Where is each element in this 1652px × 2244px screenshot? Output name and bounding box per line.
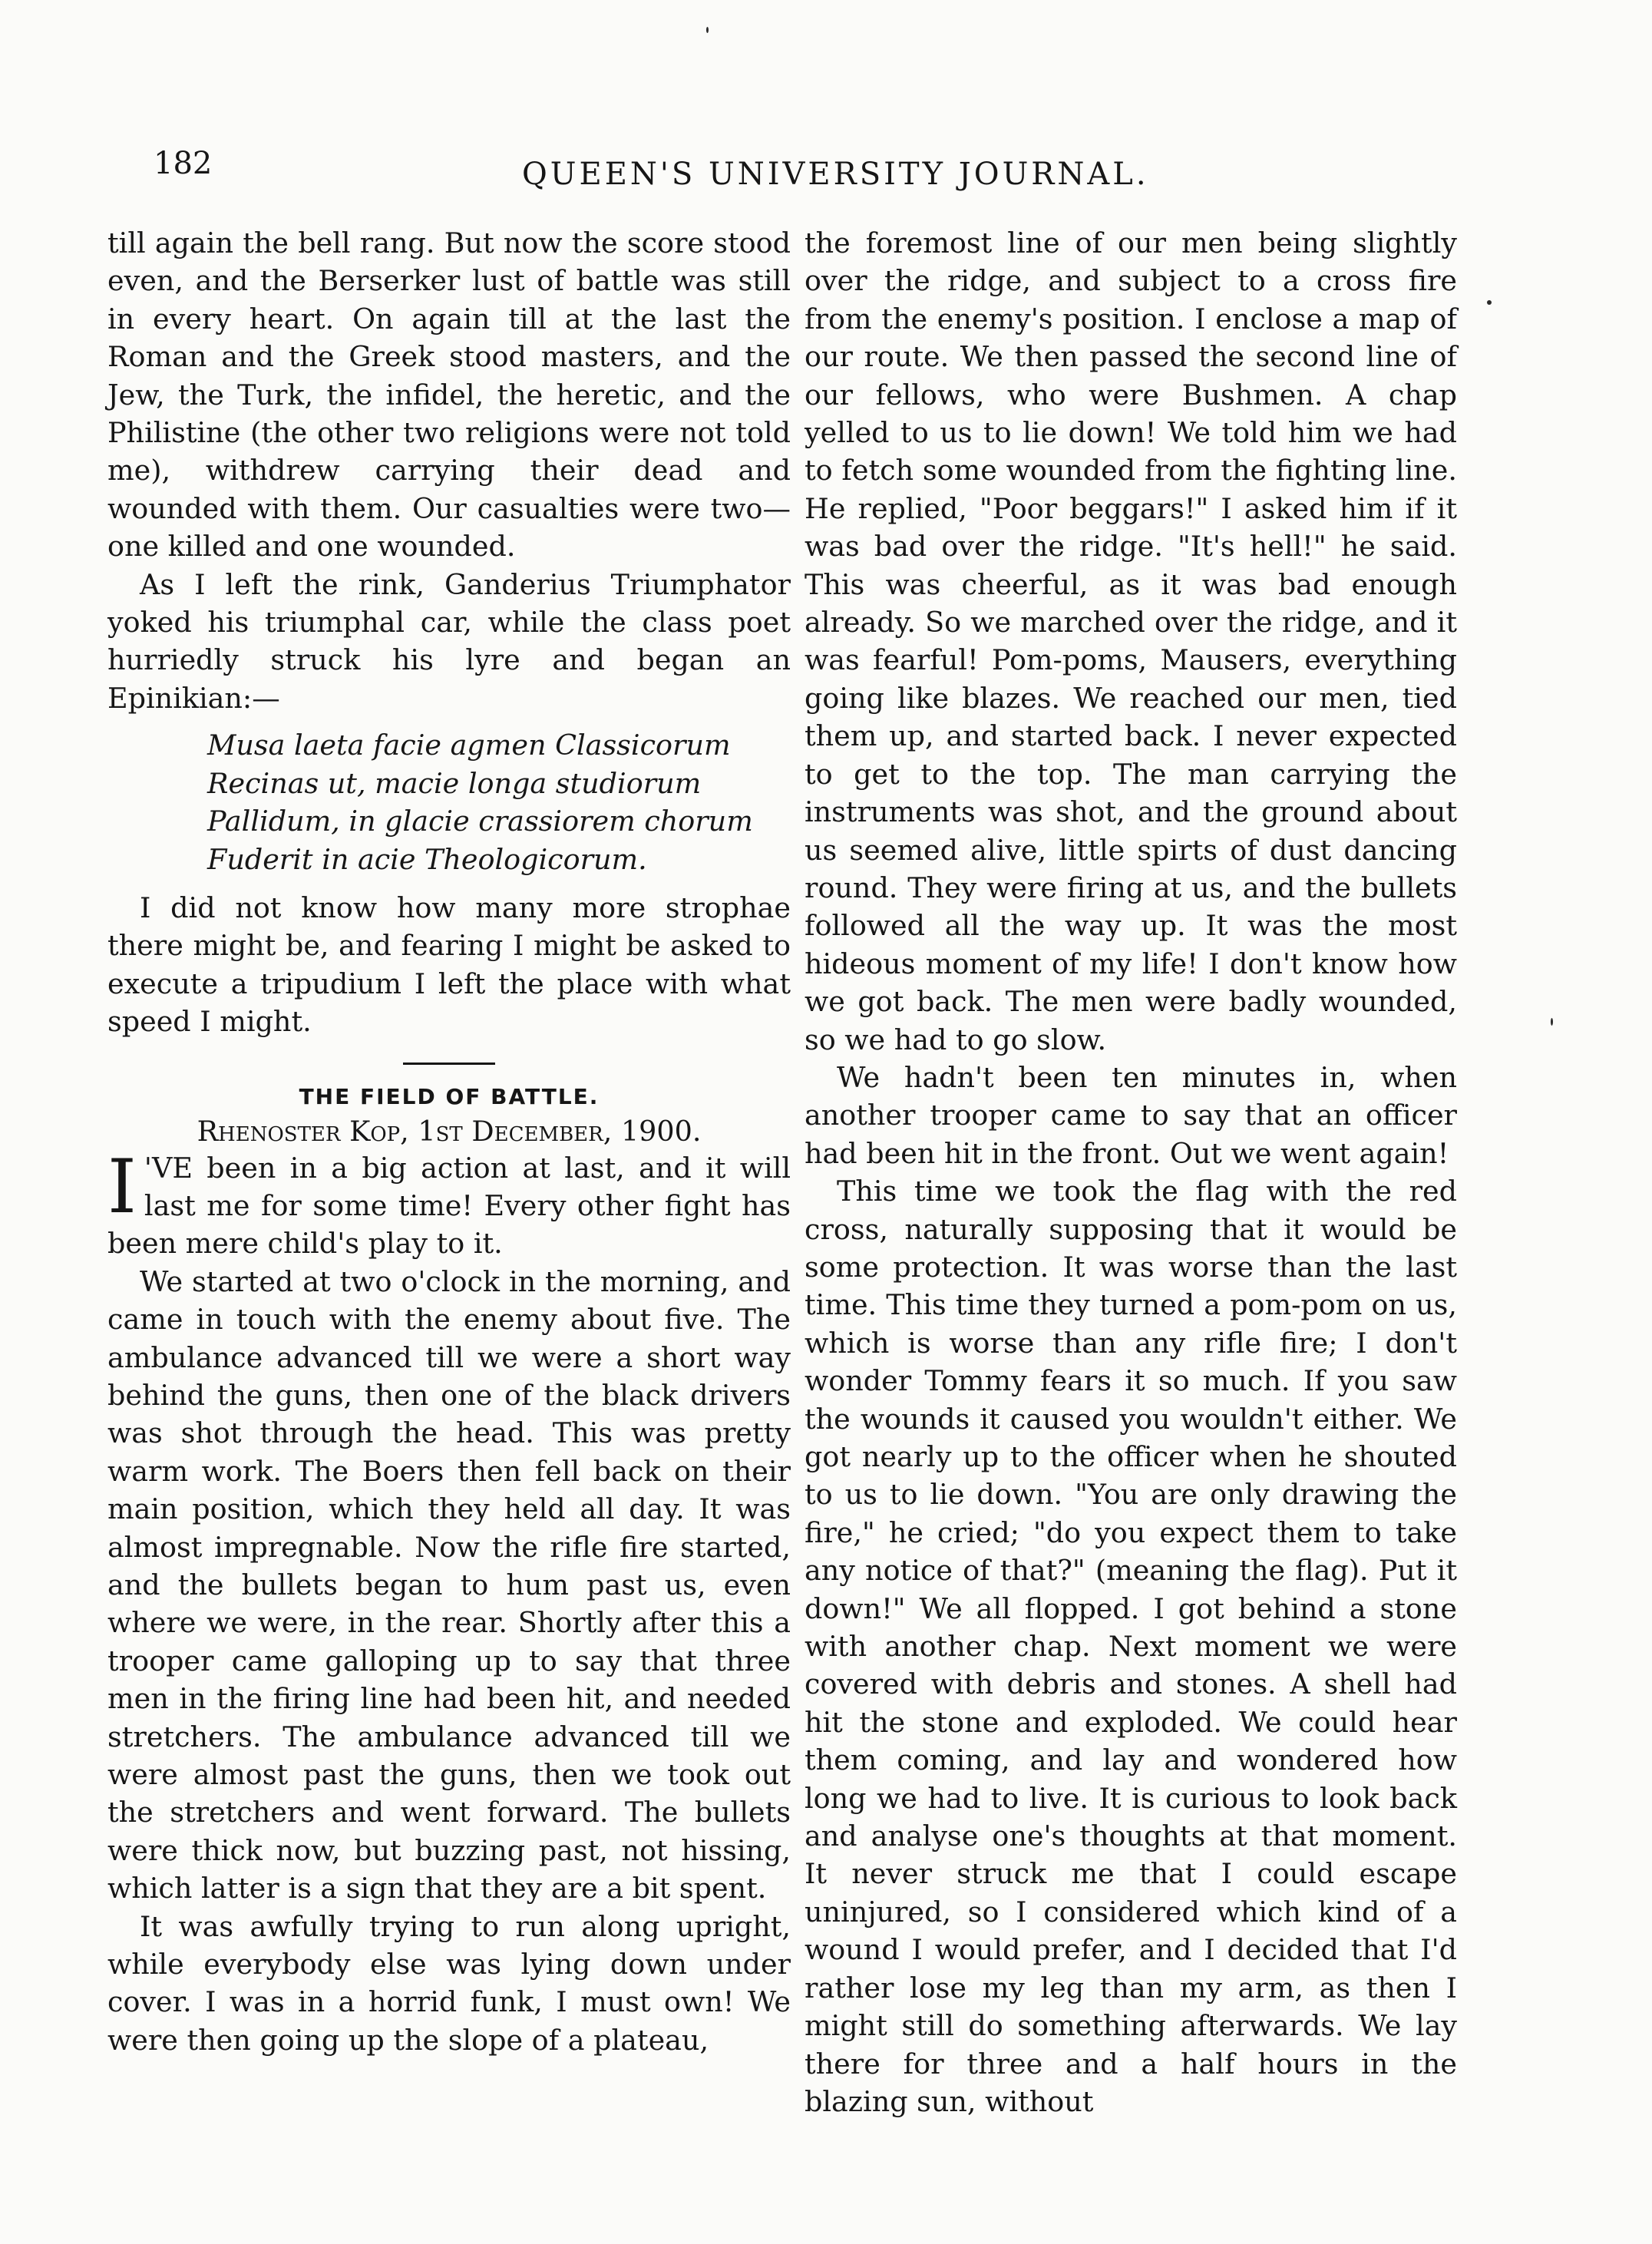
page-number: 182 [154, 146, 213, 181]
paragraph: We started at two o'clock in the morning, and came in touch with the enemy about five. The ambulance advanced till we were a short way behind the guns, then one of the black drivers was shot through the head. This was pretty warm work. The Boers then fell back on their main position, which they held all day. It was almost impregnable. Now the rifle fire started, and the bullets began to hum past us, even where we were, in the rear. Shortly after this a trooper came galloping up to say that three men in the firing line had been hit, and needed stretchers. The ambulance advanced till we were almost past the guns, then we took out the stretchers and went forward. The bullets were thick now, but buzzing past, not hissing, which latter is a sign that they are a bit spent. [107, 1264, 791, 1905]
scan-speck [1551, 1018, 1553, 1026]
latin-poem [207, 726, 791, 878]
paragraph: I did not know how many more strophae there might be, and fearing I might be asked to execute a tripudium I left the place with what speed I might. [107, 891, 791, 1039]
page-header [138, 146, 1497, 200]
section-heading: THE FIELD OF BATTLE. [299, 1083, 600, 1109]
paragraph [107, 1143, 791, 1263]
paragraph-text: 'VE been in a big action at last, and it will last me for some time! Every other fight has been mere child's play to it. [107, 1151, 791, 1261]
section-divider [403, 1063, 495, 1065]
poem-line: Musa laeta facie agmen Classicorum [207, 729, 731, 762]
scan-speck [706, 27, 709, 33]
paragraph: This time we took the flag with the red cross, naturally supposing that it would be some protection. It was worse than the last time. This time they turned a pom-pom on us, which is worse than any rifle fire; I don't wonder Tommy fears it so much. If you saw the wounds it caused you wouldn't either. We got nearly up to the officer when he shouted to us to lie down. "You are only drawing the fire," he cried; "do you expect them to take any notice of that?" (meaning the flag). Put it down!" We all flopped. I got behind a stone with another chap. Next moment we were covered with debris and stones. A shell had hit the stone and exploded. We could hear them coming, and lay and wondered how long we had to live. It is curious to look back and analyse one's thoughts at that moment. It never struck me that I could escape uninjured, so I considered which kind of a wound I would prefer, and I decided that I'd rather lose my leg than my arm, as then I might still do something afterwards. We lay there for three and a half hours in the blazing sun, without [805, 1175, 1457, 2118]
paragraph: As I left the rink, Ganderius Triumphator yoked his triumphal car, while the class poet hurriedly struck his lyre and began an Epinikian:— [107, 567, 791, 715]
poem-line: Pallidum, in glacie crassiorem chorum [207, 805, 753, 838]
dateline: Rhenoster Kop, 1st December, 1900. [197, 1114, 702, 1148]
paragraph: We hadn't been ten minutes in, when another trooper came to say that an officer had been hit in the front. Out we went again! [805, 1060, 1457, 1170]
paragraph: till again the bell rang. But now the score stood even, and the Berserker lust of battle was still in every heart. On again till at the last the Roman and the Greek stood masters, and the Jew, the Turk, the infidel, the heretic, and the Philistine (the other two religions were not told me), withdrew carrying their dead and wounded with them. Our casualties were two—one killed and one wounded. [107, 226, 791, 563]
running-title: QUEEN'S UNIVERSITY JOURNAL. [522, 157, 1149, 192]
poem-line: Fuderit in acie Theologicorum. [207, 842, 647, 876]
paragraph: the foremost line of our men being slightly over the ridge, and subject to a cross fire from the enemy's position. I enclose a map of our route. We then passed the second line of our fellows, who were Bushmen. A chap yelled to us to lie down! We told him we had to fetch some wounded from the fighting line. He replied, "Poor beggars!" I asked him if it was bad over the ridge. "It's hell!" he said. This was cheerful, as it was bad enough already. So we marched over the ridge, and it was fearful! Pom-poms, Mausers, everything going like blazes. We reached our men, tied them up, and started back. I never expected to get to the top. The man carrying the instruments was shot, and the ground about us seemed alive, little spirts of dust dancing round. They were firing at us, and the bullets followed all the way up. It was the most hideous moment of my life! I don't know how we got back. The men were badly wounded, so we had to go slow. [805, 226, 1457, 1056]
paragraph: It was awfully trying to run along upright, while everybody else was lying down under cover. I was in a horrid funk, I must own! We were then going up the slope of a plateau, [107, 1909, 791, 2057]
left-column [107, 224, 791, 2059]
scan-speck [1487, 300, 1492, 305]
drop-cap: I [107, 1143, 137, 1230]
right-column [805, 224, 1457, 2120]
poem-line: Recinas ut, macie longa studiorum [207, 766, 702, 800]
